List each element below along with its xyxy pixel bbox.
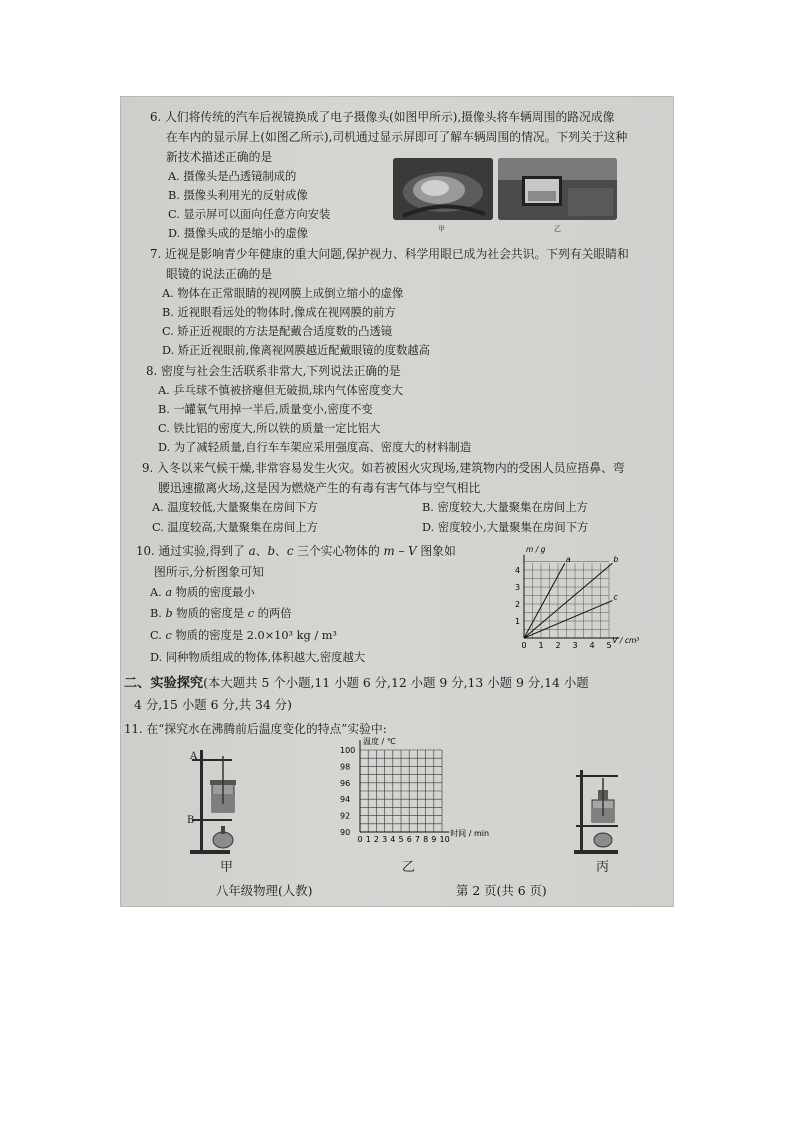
x-tick-label: 0	[357, 835, 363, 844]
q6-option-d: D. 摄像头成的是缩小的虚像	[168, 227, 309, 240]
series-label-b: b	[613, 555, 619, 565]
q10-stem-line1: 10. 通过实验,得到了 a、b、c 三个实心物体的 m – V 图象如	[136, 544, 456, 558]
q8-option-a: A. 乒乓球不慎被挤瘪但无破损,球内气体密度变大	[158, 384, 403, 397]
x-axis-label: 时间 / min	[450, 829, 490, 838]
x-tick-label: 9	[431, 835, 437, 844]
q9-option-a: A. 温度较低,大量聚集在房间下方	[152, 501, 318, 514]
q7-stem-line1: 7. 近视是影响青少年健康的重大问题,保护视力、科学用眼已成为社会共识。下列有关眼睛和	[150, 247, 629, 261]
y-tick-label: 3	[515, 583, 521, 592]
q10-option-d: D. 同种物质组成的物体,体积越大,密度越大	[150, 651, 366, 664]
fig-bing-label: 丙	[596, 860, 610, 875]
series-line-c	[524, 601, 612, 638]
section2-header	[124, 676, 589, 691]
x-tick-label: 0	[521, 641, 527, 650]
x-tick-label: 2	[555, 641, 561, 650]
q11-stem: 11. 在“探究水在沸腾前后温度变化的特点”实验中:	[124, 722, 387, 736]
q6-option-a: A. 摄像头是凸透镜制成的	[168, 170, 297, 183]
x-tick-label: 5	[398, 835, 404, 844]
q8-option-b: B. 一罐氧气用掉一半后,质量变小,密度不变	[158, 403, 373, 416]
x-tick-label: 1	[365, 835, 371, 844]
q10-option-b: B. b 物质的密度是 c 的两倍	[150, 607, 292, 620]
in-car-display-photo	[498, 158, 617, 220]
x-tick-label: 1	[538, 641, 544, 650]
y-tick-label: 100	[340, 746, 356, 755]
label-a: A	[190, 751, 198, 762]
section2-title: 二、实验探究	[124, 676, 204, 691]
q7-option-a: A. 物体在正常眼睛的视网膜上成倒立缩小的虚像	[162, 287, 404, 300]
y-tick-label: 98	[340, 762, 351, 772]
section2-desc2: 4 分,15 小题 6 分,共 34 分)	[134, 697, 292, 712]
q6-stem-line2: 在车内的显示屏上(如图乙所示),司机通过显示屏即可了解车辆周围的情况。下列关于这种	[166, 130, 628, 144]
footer-page-number: 第 2 页(共 6 页)	[456, 883, 547, 898]
series-line-a	[524, 563, 565, 638]
q10-option-c: C. c 物质的密度是 2.0×10³ kg / m³	[150, 629, 337, 642]
y-tick-label: 96	[340, 778, 351, 788]
q6-stem-line3: 新技术描述正确的是	[166, 150, 273, 164]
q9-option-b: B. 密度较大,大量聚集在房间上方	[422, 501, 588, 514]
y-tick-label: 92	[340, 811, 351, 821]
camera-photo-graphic	[393, 158, 493, 220]
q7-option-b: B. 近视眼看远处的物体时,像成在视网膜的前方	[162, 306, 396, 319]
y-tick-label: 4	[515, 566, 521, 575]
label-b: B	[187, 815, 195, 826]
y-tick-label: 1	[515, 617, 521, 626]
x-tick-label: 3	[382, 835, 388, 844]
section2-desc1: (本大题共 5 个小题,11 小题 6 分,12 小题 9 分,13 小题 9 分,14 小题	[203, 675, 589, 690]
series-label-c: c	[613, 592, 618, 602]
rear-camera-photo	[393, 158, 493, 220]
q10-option-a: A. a 物质的密度最小	[150, 586, 255, 599]
display-photo-graphic	[498, 158, 617, 220]
fig-yi-caption: 乙	[554, 225, 561, 233]
fig-jia-caption: 甲	[438, 225, 445, 233]
q7-option-c: C. 矫正近视眼的方法是配戴合适度数的凸透镜	[162, 325, 393, 338]
fig-jia-label: 甲	[220, 860, 234, 875]
apparatus-bing	[572, 766, 628, 858]
q6-option-b: B. 摄像头利用光的反射成像	[168, 189, 308, 202]
q9-stem-line2: 腰迅速撤离火场,这是因为燃烧产生的有毒有害气体与空气相比	[158, 481, 481, 495]
x-tick-label: 7	[414, 835, 420, 844]
series-label-a: a	[565, 555, 571, 565]
q9-option-c: C. 温度较高,大量聚集在房间上方	[152, 521, 318, 534]
footer-subject: 八年级物理(人教)	[216, 883, 313, 898]
q6-stem-line1: 6. 人们将传统的汽车后视镜换成了电子摄像头(如图甲所示),摄像头将车辆周围的路况成像	[150, 110, 615, 124]
x-axis-label: V / cm³	[612, 636, 640, 645]
q8-option-d: D. 为了减轻质量,自行车车架应采用强度高、密度大的材料制造	[158, 441, 472, 454]
q7-option-d: D. 矫正近视眼前,像离视网膜越近配戴眼镜的度数越高	[162, 344, 430, 357]
x-tick-label: 4	[589, 641, 595, 650]
x-tick-label: 8	[423, 835, 429, 844]
q8-stem: 8. 密度与社会生活联系非常大,下列说法正确的是	[146, 364, 401, 378]
temperature-time-grid	[338, 736, 508, 856]
q7-stem-line2: 眼镜的说法正确的是	[166, 267, 273, 281]
x-tick-label: 4	[390, 835, 396, 844]
y-tick-label: 90	[340, 828, 351, 837]
y-axis-label: 温度 / ℃	[363, 737, 396, 746]
x-tick-label: 2	[373, 835, 379, 844]
y-axis-label: m / g	[526, 546, 546, 554]
q8-option-c: C. 铁比铝的密度大,所以铁的质量一定比铝大	[158, 422, 381, 435]
x-tick-label: 10	[439, 835, 450, 844]
mass-volume-chart	[508, 546, 658, 656]
exam-page	[120, 96, 674, 907]
y-tick-label: 2	[515, 600, 521, 609]
q6-option-c: C. 显示屏可以面向任意方向安装	[168, 208, 331, 221]
q9-stem-line1: 9. 入冬以来气候干燥,非常容易发生火灾。如若被困火灾现场,建筑物内的受困人员应捂鼻、弯	[142, 461, 625, 475]
fig-yi-label: 乙	[402, 860, 416, 875]
x-tick-label: 3	[572, 641, 578, 650]
q9-option-d: D. 密度较小,大量聚集在房间下方	[422, 521, 589, 534]
x-tick-label: 6	[406, 835, 412, 844]
q10-stem-line2: 图所示,分析图象可知	[154, 565, 264, 579]
x-tick-label: 5	[606, 641, 612, 650]
series-line-b	[524, 563, 612, 638]
y-tick-label: 94	[340, 795, 351, 805]
